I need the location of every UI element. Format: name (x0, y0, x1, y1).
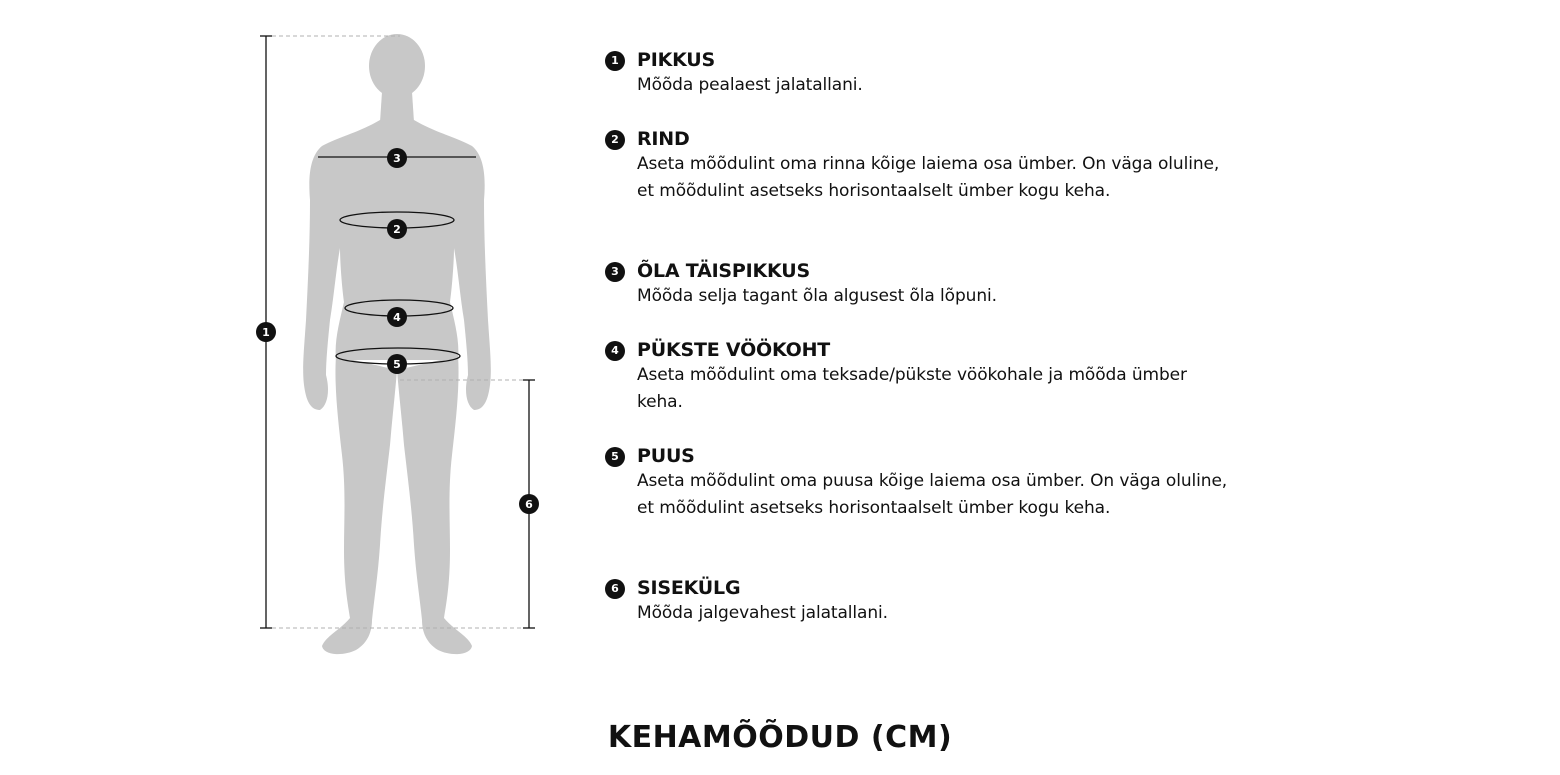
measurement-description: Aseta mõõdulint oma rinna kõige laiema osa ümber. On väga oluline, et mõõdulint asetseks horisontaalselt ümber kogu keha. (637, 154, 1220, 201)
measurement-title: PÜKSTE VÖÖKOHT (637, 339, 831, 361)
measurement-description: Aseta mõõdulint oma puusa kõige laiema osa ümber. On väga oluline, et mõõdulint asetseks horisontaalselt ümber kogu keha. (637, 471, 1228, 518)
figure-marker-4 (387, 307, 407, 327)
measurement-title: PUUS (637, 445, 695, 467)
number-badge: 6 (605, 579, 625, 599)
figure-marker-1-label: 1 (262, 326, 270, 339)
body-measurement-figure (0, 0, 560, 680)
figure-marker-5-label: 5 (393, 358, 401, 371)
measurement-description: Mõõda selja tagant õla algusest õla lõpuni. (637, 286, 997, 306)
figure-marker-3-label: 3 (393, 152, 401, 165)
measurement-title: ÕLA TÄISPIKKUS (637, 260, 810, 282)
figure-marker-5 (387, 354, 407, 374)
figure-marker-6-label: 6 (525, 498, 533, 511)
measurement-title: SISEKÜLG (637, 577, 741, 599)
figure-marker-4-label: 4 (393, 311, 401, 324)
figure-marker-6 (519, 494, 539, 514)
number-badge: 5 (605, 447, 625, 467)
figure-marker-2-label: 2 (393, 223, 401, 236)
measurement-description: Mõõda pealaest jalatallani. (637, 75, 863, 95)
page-title: KEHAMÕÕDUD (CM) (607, 720, 953, 755)
figure-marker-2 (387, 219, 407, 239)
measurement-description: Aseta mõõdulint oma teksade/pükste vöökohale ja mõõda ümber keha. (637, 365, 1187, 412)
number-badge: 4 (605, 341, 625, 361)
figure-marker-1 (256, 322, 276, 342)
measurement-title: RIND (637, 128, 690, 150)
measurement-description: Mõõda jalgevahest jalatallani. (637, 603, 888, 623)
body-silhouette (303, 34, 491, 654)
number-badge: 2 (605, 130, 625, 150)
number-badge: 3 (605, 262, 625, 282)
number-badge: 1 (605, 51, 625, 71)
figure-marker-3 (387, 148, 407, 168)
measurement-title: PIKKUS (637, 49, 716, 71)
